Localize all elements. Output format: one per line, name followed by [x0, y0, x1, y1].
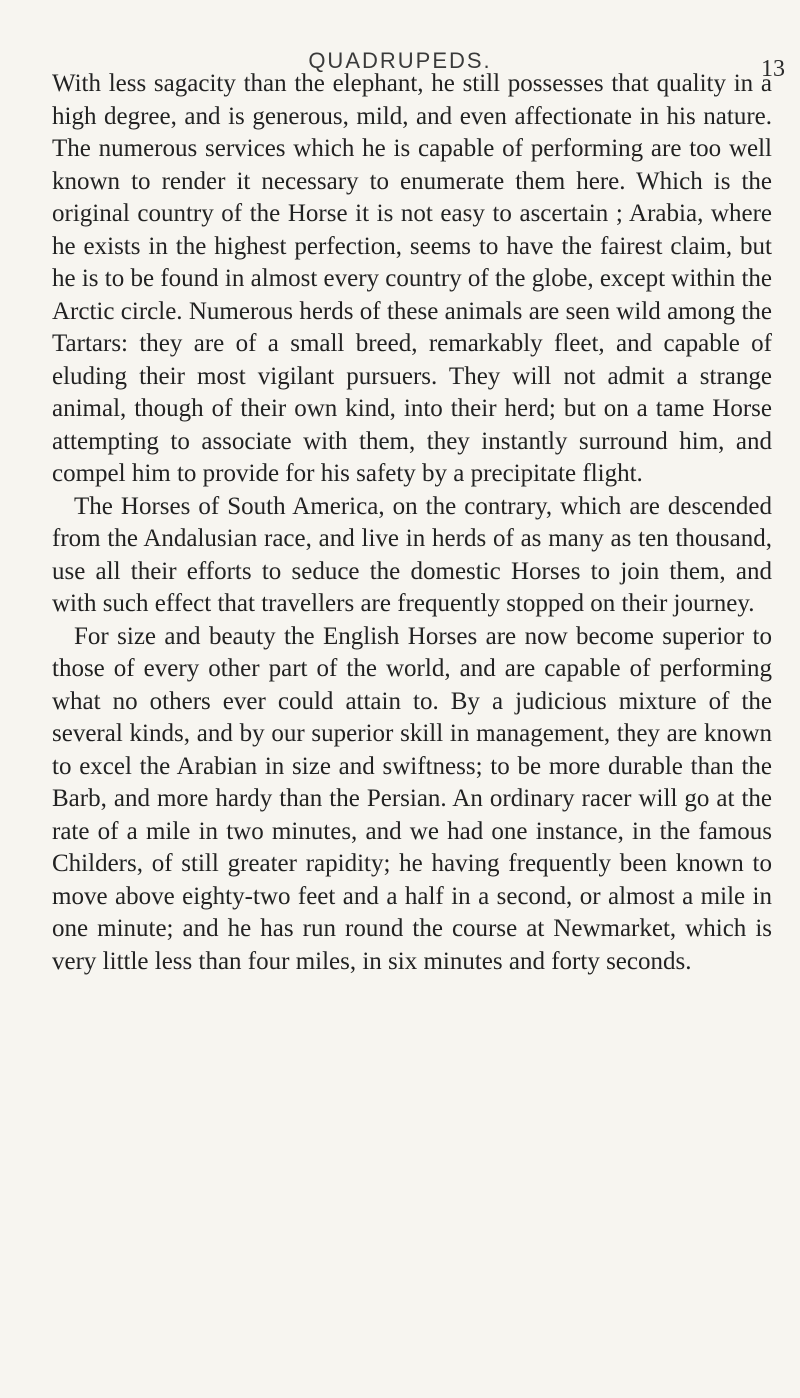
- paragraph-3: For size and beauty the English Horses are now become superior to those of every other part of the world, and are capable of performing what no others ever could attain to. By a judicious mixture of the several kinds, and by our superior skill in management, they are known to excel the Arabian in size and swiftness; to be more durable than the Barb, and more hardy than the Persian. An ordinary racer will go at the rate of a mile in two minutes, and we had one instance, in the famous Childers, of still greater rapidity; he having frequently been known to move above eighty-two feet and a half in a second, or almost a mile in one minute; and he has run round the course at Newmarket, which is very little less than four miles, in six minutes and forty seconds.: [52, 622, 772, 975]
- page-number: 13: [761, 56, 785, 82]
- body-text: [52, 68, 772, 978]
- paragraph-2: The Horses of South America, on the contrary, which are descended from the Andalusian race, and live in herds of as many as ten thousand, use all their efforts to seduce the domestic Horses to join them, and with such effect that travellers are frequently stopped on their journey.: [52, 492, 772, 617]
- paragraph-1: With less sagacity than the elephant, he still possesses that quality in a high degree, and is generous, mild, and even affectionate in his nature. The numerous services which he is capable of performing are too well known to render it necessary to enumerate them here. Which is the original country of the Horse it is not easy to ascertain ; Arabia, where he exists in the highest perfection, seems to have the fairest claim, but he is to be found in almost every country of the globe, except within the Arctic circle. Numerous herds of these animals are seen wild among the Tartars: they are of a small breed, remarkably fleet, and capable of eluding their most vigilant pursuers. They will not admit a strange animal, though of their own kind, into their herd; but on a tame Horse attempting to associate with them, they instantly surround him, and compel him to provide for his safety by a precipitate flight.: [52, 70, 772, 487]
- running-head: QUADRUPEDS.: [308, 48, 492, 73]
